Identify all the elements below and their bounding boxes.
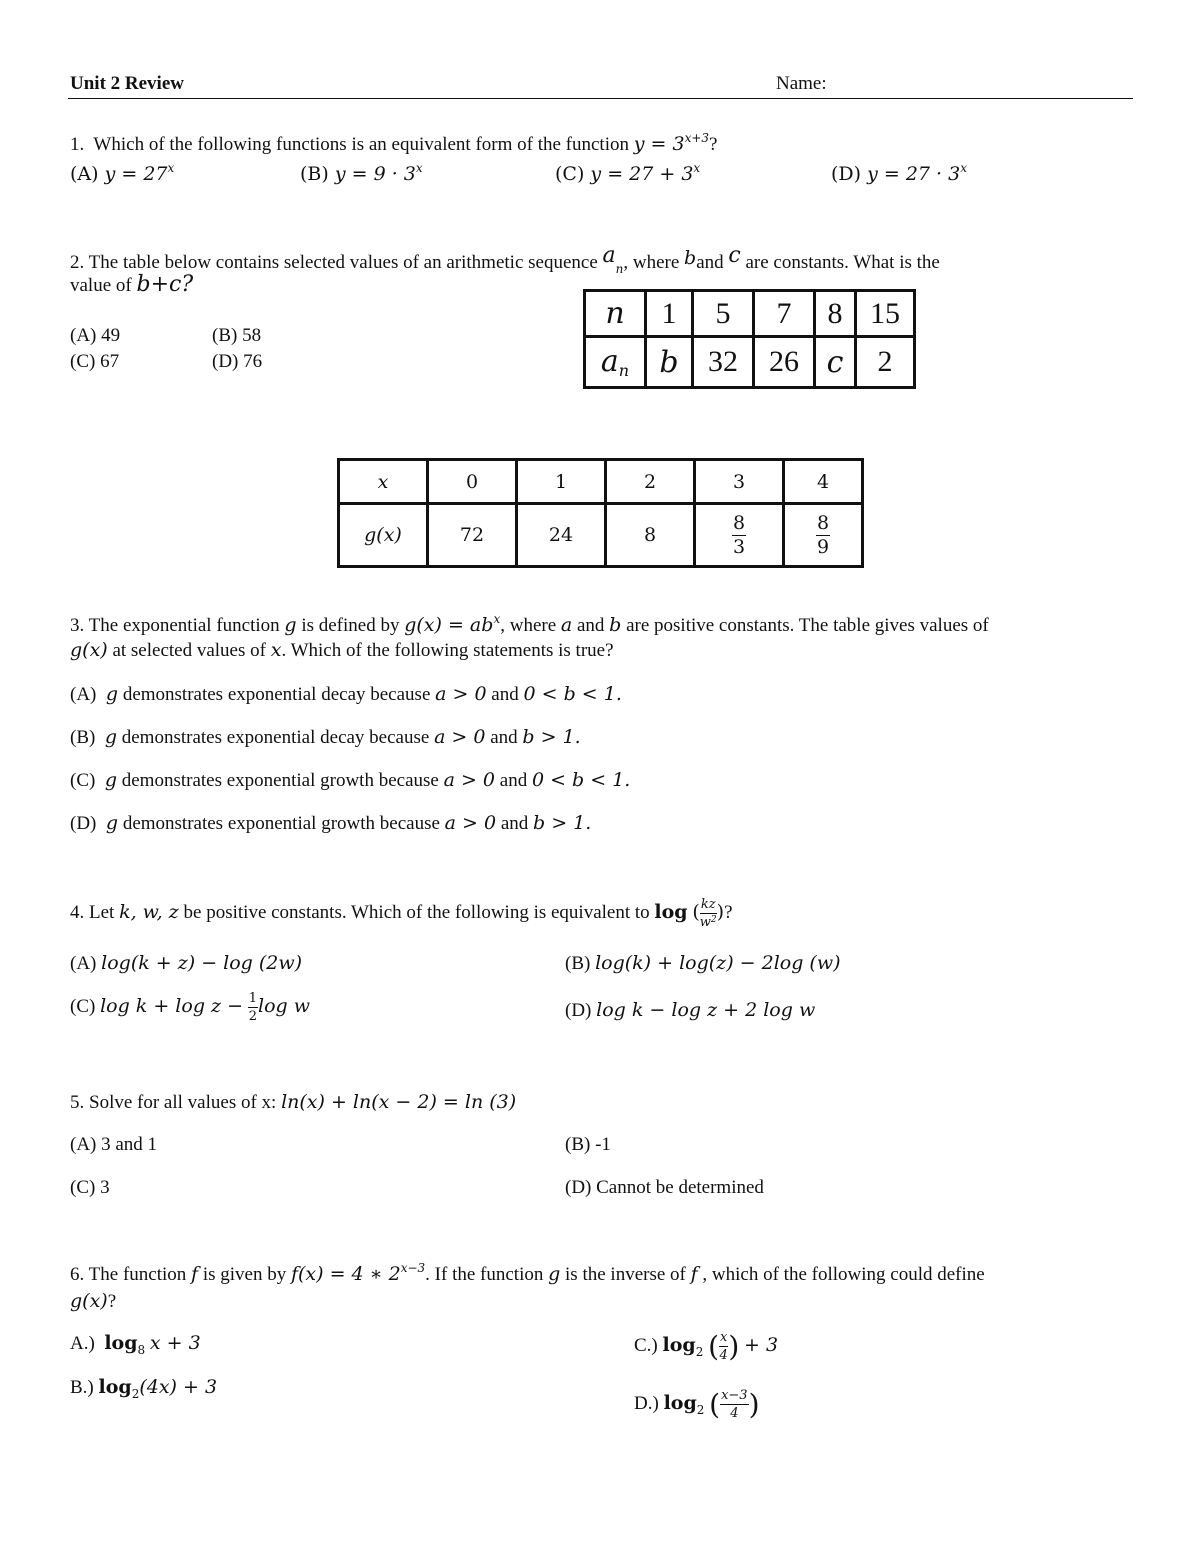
q4-option-a: (A) log(k + z) − log (2w) bbox=[70, 952, 303, 974]
table-row bbox=[339, 460, 863, 504]
table-cell: 1 bbox=[517, 460, 606, 504]
fraction: $\frac{8}{3}$ bbox=[732, 511, 746, 558]
q6-option-d: D.) $\log_2$ ( $\frac{x-3}{4}$ ) bbox=[634, 1388, 760, 1421]
table-cell: 7 bbox=[754, 291, 815, 337]
q5-option-d: (D) Cannot be determined bbox=[565, 1177, 764, 1198]
fraction: $\frac{1}{2}$ bbox=[248, 991, 258, 1024]
table-cell: 2 bbox=[606, 460, 695, 504]
q6-option-b: B.) $\log_2(4x) + 3$ bbox=[70, 1376, 218, 1401]
q3-option-b: (B) g demonstrates exponential decay because a > 0 and b > 1. bbox=[70, 726, 581, 748]
question-2: 2. The table below contains selected values of an arithmetic sequence $a_n$, where band c are constants. What is the bbox=[70, 243, 940, 276]
table-row bbox=[585, 337, 915, 388]
table-cell bbox=[784, 504, 863, 567]
table-cell: 32 bbox=[693, 337, 754, 388]
table-cell: 15 bbox=[856, 291, 915, 337]
table-cell: x bbox=[339, 460, 428, 504]
table-row bbox=[339, 504, 863, 567]
q5-option-c: (C) 3 bbox=[70, 1177, 110, 1198]
question-6: 6. The function f is given by f(x) = 4 ∗ $2^{x-3}$. If the function g is the inverse of f , which of the following could define bbox=[70, 1261, 985, 1285]
question-5: 5. Solve for all values of x: ln(x) + ln(x − 2) = ln (3) bbox=[70, 1091, 517, 1113]
q1-option-b: (B) $y = 9 \cdot 3^x$ bbox=[300, 161, 423, 185]
table-cell: 8 bbox=[815, 291, 856, 337]
q1-option-a: (A) $y = 27^x$ bbox=[70, 161, 175, 185]
q1-option-d: (D) $y = 27 \cdot 3^x$ bbox=[831, 161, 968, 185]
table-cell: 0 bbox=[428, 460, 517, 504]
fraction: $\frac{x}{4}$ bbox=[719, 1330, 728, 1363]
q5-option-b: (B) -1 bbox=[565, 1134, 611, 1155]
question-6-line2: g(x)? bbox=[70, 1290, 117, 1312]
q3-option-d: (D) g demonstrates exponential growth because a > 0 and b > 1. bbox=[70, 812, 592, 834]
q2-option-a: (A) 49 bbox=[70, 325, 121, 346]
q2-option-c: (C) 67 bbox=[70, 351, 120, 372]
table-cell: n bbox=[585, 291, 646, 337]
q3-option-c: (C) g demonstrates exponential growth because a > 0 and 0 < b < 1. bbox=[70, 769, 631, 791]
fraction: $\frac{kz}{w^2}$ bbox=[699, 897, 717, 930]
q6-option-c: C.) $\log_2$ ( $\frac{x}{4}$ ) + 3 bbox=[634, 1330, 779, 1363]
q6-option-a: A.) $\log_8 x + 3$ bbox=[70, 1332, 201, 1357]
table-cell: 2 bbox=[856, 337, 915, 388]
table-cell: 5 bbox=[693, 291, 754, 337]
fraction: $\frac{x-3}{4}$ bbox=[721, 1388, 748, 1421]
table-cell: 72 bbox=[428, 504, 517, 567]
table-cell: g(x) bbox=[339, 504, 428, 567]
question-3: 3. The exponential function g is defined by $g(x) = ab^x$, where a and b are positive constants. The table gives values of bbox=[70, 612, 989, 636]
q4-option-d: (D) log k − log z + 2 log w bbox=[565, 999, 816, 1021]
table-cell: 3 bbox=[695, 460, 784, 504]
table-cell: 24 bbox=[517, 504, 606, 567]
table-row bbox=[585, 291, 915, 337]
table-cell: 8 bbox=[606, 504, 695, 567]
table-cell: b bbox=[646, 337, 693, 388]
q1-option-c: (C) $y = 27 + 3^x$ bbox=[555, 161, 701, 185]
q2-option-b: (B) 58 bbox=[212, 325, 262, 346]
q4-option-c: (C) log k + log z − $\frac{1}{2}$ log w bbox=[70, 991, 311, 1024]
table-cell: c bbox=[815, 337, 856, 388]
q4-option-b: (B) log(k) + log(z) − 2log (w) bbox=[565, 952, 841, 974]
sequence-table bbox=[583, 289, 916, 389]
fraction: $\frac{8}{9}$ bbox=[816, 511, 830, 558]
table-cell bbox=[695, 504, 784, 567]
q5-option-a: (A) 3 and 1 bbox=[70, 1134, 158, 1155]
page-title: Unit 2 Review bbox=[70, 73, 184, 94]
table-cell: 4 bbox=[784, 460, 863, 504]
q3-option-a: (A) g demonstrates exponential decay because a > 0 and 0 < b < 1. bbox=[70, 683, 622, 705]
name-label: Name: bbox=[776, 73, 827, 94]
q2-option-d: (D) 76 bbox=[212, 351, 263, 372]
gx-table bbox=[337, 458, 864, 568]
question-1: 1. Which of the following functions is an equivalent form of the function $y = 3^{x+3}$? bbox=[70, 131, 718, 155]
question-3-line2: g(x) at selected values of x. Which of the following statements is true? bbox=[70, 639, 614, 661]
question-4: 4. Let k, w, z be positive constants. Which of the following is equivalent to log ( $\frac{kz}{w^2}$ )? bbox=[70, 897, 733, 930]
table-cell: $a_n$ bbox=[585, 337, 646, 388]
header-divider bbox=[68, 98, 1133, 99]
table-cell: 26 bbox=[754, 337, 815, 388]
question-2-line2: value of b+c? bbox=[70, 272, 194, 297]
table-cell: 1 bbox=[646, 291, 693, 337]
